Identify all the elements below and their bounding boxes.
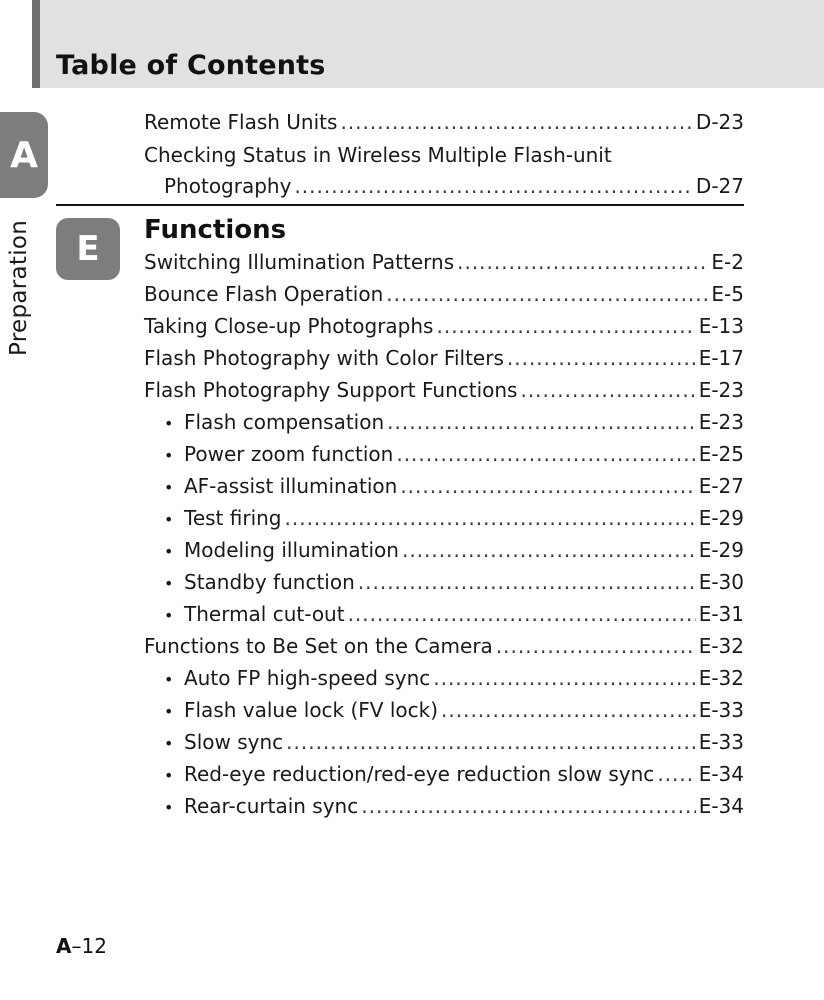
- toc-entry[interactable]: [144, 374, 744, 406]
- dot-leader: [496, 630, 696, 662]
- toc-entry-label: Test firing: [184, 506, 282, 530]
- dot-leader: [657, 758, 695, 790]
- toc-entry-label: AF-assist illumination: [184, 474, 398, 498]
- dot-leader: [387, 406, 696, 438]
- bullet: •: [164, 414, 174, 433]
- dot-leader: [402, 534, 696, 566]
- toc-entry-page: E-32: [698, 666, 744, 690]
- toc-subentry[interactable]: [144, 534, 744, 566]
- dot-leader: [400, 470, 695, 502]
- toc-entry-page: E-29: [698, 506, 744, 530]
- toc-entry-label: Flash Photography with Color Filters: [144, 346, 504, 370]
- toc-entry-label: Auto FP high-speed sync: [184, 666, 431, 690]
- bullet: •: [164, 670, 174, 689]
- toc-subentry[interactable]: [144, 502, 744, 534]
- toc-entry-label: Bounce Flash Operation: [144, 282, 384, 306]
- dot-leader: [386, 278, 708, 310]
- functions-entry-list: [144, 246, 744, 822]
- page-number-letter: A: [56, 934, 72, 958]
- toc-entry-label: Modeling illumination: [184, 538, 399, 562]
- dot-leader: [433, 662, 695, 694]
- toc-entry-page: E-32: [698, 634, 744, 658]
- toc-entry[interactable]: [144, 630, 744, 662]
- toc-entry-label: Flash compensation: [184, 410, 385, 434]
- toc-entry-page: E-34: [698, 794, 744, 818]
- page-number: [56, 934, 107, 958]
- toc-entry-page: E-27: [698, 474, 744, 498]
- toc-subentry[interactable]: [144, 406, 744, 438]
- toc-entry[interactable]: [144, 170, 744, 202]
- toc-entry-page: D-23: [695, 110, 744, 134]
- toc-entry-page: E-33: [698, 730, 744, 754]
- toc-subentry[interactable]: [144, 598, 744, 630]
- bullet: •: [164, 734, 174, 753]
- toc-entry-label: Red-eye reduction/red-eye reduction slow sync: [184, 762, 655, 786]
- toc-entry-page: E-2: [711, 250, 744, 274]
- page-title: Table of Contents: [56, 50, 326, 81]
- dot-leader: [396, 438, 695, 470]
- toc-entry-page: E-5: [711, 282, 744, 306]
- dot-leader: [340, 106, 692, 138]
- toc-subentry[interactable]: [144, 758, 744, 790]
- section-badge-e[interactable]: E: [56, 218, 120, 280]
- toc-subentry[interactable]: [144, 694, 744, 726]
- dot-leader: [457, 246, 708, 278]
- section-divider: [56, 204, 744, 206]
- bullet: •: [164, 478, 174, 497]
- toc-entry-page: E-23: [698, 410, 744, 434]
- toc-entry-page: D-27: [695, 174, 744, 198]
- functions-section: [144, 214, 744, 822]
- toc-entry-label: Remote Flash Units: [144, 110, 338, 134]
- dot-leader: [286, 726, 696, 758]
- dot-leader: [285, 502, 696, 534]
- bullet: •: [164, 574, 174, 593]
- toc-subentry[interactable]: [144, 726, 744, 758]
- dot-leader: [520, 374, 695, 406]
- dot-leader: [294, 170, 692, 202]
- bullet: •: [164, 606, 174, 625]
- toc-entry-page: E-23: [698, 378, 744, 402]
- toc-entry-page: E-34: [698, 762, 744, 786]
- toc-entry-label: Standby function: [184, 570, 355, 594]
- toc-subentry[interactable]: [144, 438, 744, 470]
- toc-entry-label: Power zoom function: [184, 442, 394, 466]
- side-tab-label: Preparation: [6, 219, 32, 356]
- dot-leader: [361, 790, 695, 822]
- dot-leader: [348, 598, 696, 630]
- toc-entry-label: Flash value lock (FV lock): [184, 698, 439, 722]
- toc-entry-label: Thermal cut-out: [184, 602, 345, 626]
- toc-entry-label: Flash Photography Support Functions: [144, 378, 518, 402]
- toc-entry-label: Photography: [164, 174, 292, 198]
- toc-entry-page: E-29: [698, 538, 744, 562]
- toc-entry[interactable]: [144, 278, 744, 310]
- side-tab-a[interactable]: A: [0, 112, 48, 198]
- dot-leader: [507, 342, 696, 374]
- toc-entry-page: E-13: [698, 314, 744, 338]
- dot-leader: [436, 310, 695, 342]
- toc-entry-page: E-33: [698, 698, 744, 722]
- toc-subentry[interactable]: [144, 566, 744, 598]
- toc-entry-label: Rear-curtain sync: [184, 794, 359, 818]
- bullet: •: [164, 446, 174, 465]
- toc-entry[interactable]: [144, 342, 744, 374]
- bullet: •: [164, 510, 174, 529]
- toc-subentry[interactable]: [144, 470, 744, 502]
- bullet: •: [164, 798, 174, 817]
- page-number-value: –12: [71, 934, 107, 958]
- toc-entry-page: E-25: [698, 442, 744, 466]
- section-title: Functions: [144, 215, 287, 245]
- toc-entry-page: E-30: [698, 570, 744, 594]
- bullet: •: [164, 542, 174, 561]
- toc-entry-wrapped-line1[interactable]: Checking Status in Wireless Multiple Flash-unit: [144, 143, 612, 167]
- toc-subentry[interactable]: [144, 662, 744, 694]
- bullet: •: [164, 702, 174, 721]
- toc-entry[interactable]: [144, 310, 744, 342]
- bullet: •: [164, 766, 174, 785]
- toc-entry-page: E-17: [698, 346, 744, 370]
- toc-entry-label: Switching Illumination Patterns: [144, 250, 455, 274]
- toc-entry-label: Taking Close-up Photographs: [144, 314, 434, 338]
- dot-leader: [441, 694, 696, 726]
- dot-leader: [358, 566, 696, 598]
- toc-entry-label: Slow sync: [184, 730, 284, 754]
- toc-subentry[interactable]: [144, 790, 744, 822]
- toc-entry[interactable]: [144, 106, 744, 138]
- prev-section-list: [144, 106, 744, 202]
- toc-entry-label: Functions to Be Set on the Camera: [144, 634, 493, 658]
- toc-entry-page: E-31: [698, 602, 744, 626]
- toc-entry[interactable]: [144, 246, 744, 278]
